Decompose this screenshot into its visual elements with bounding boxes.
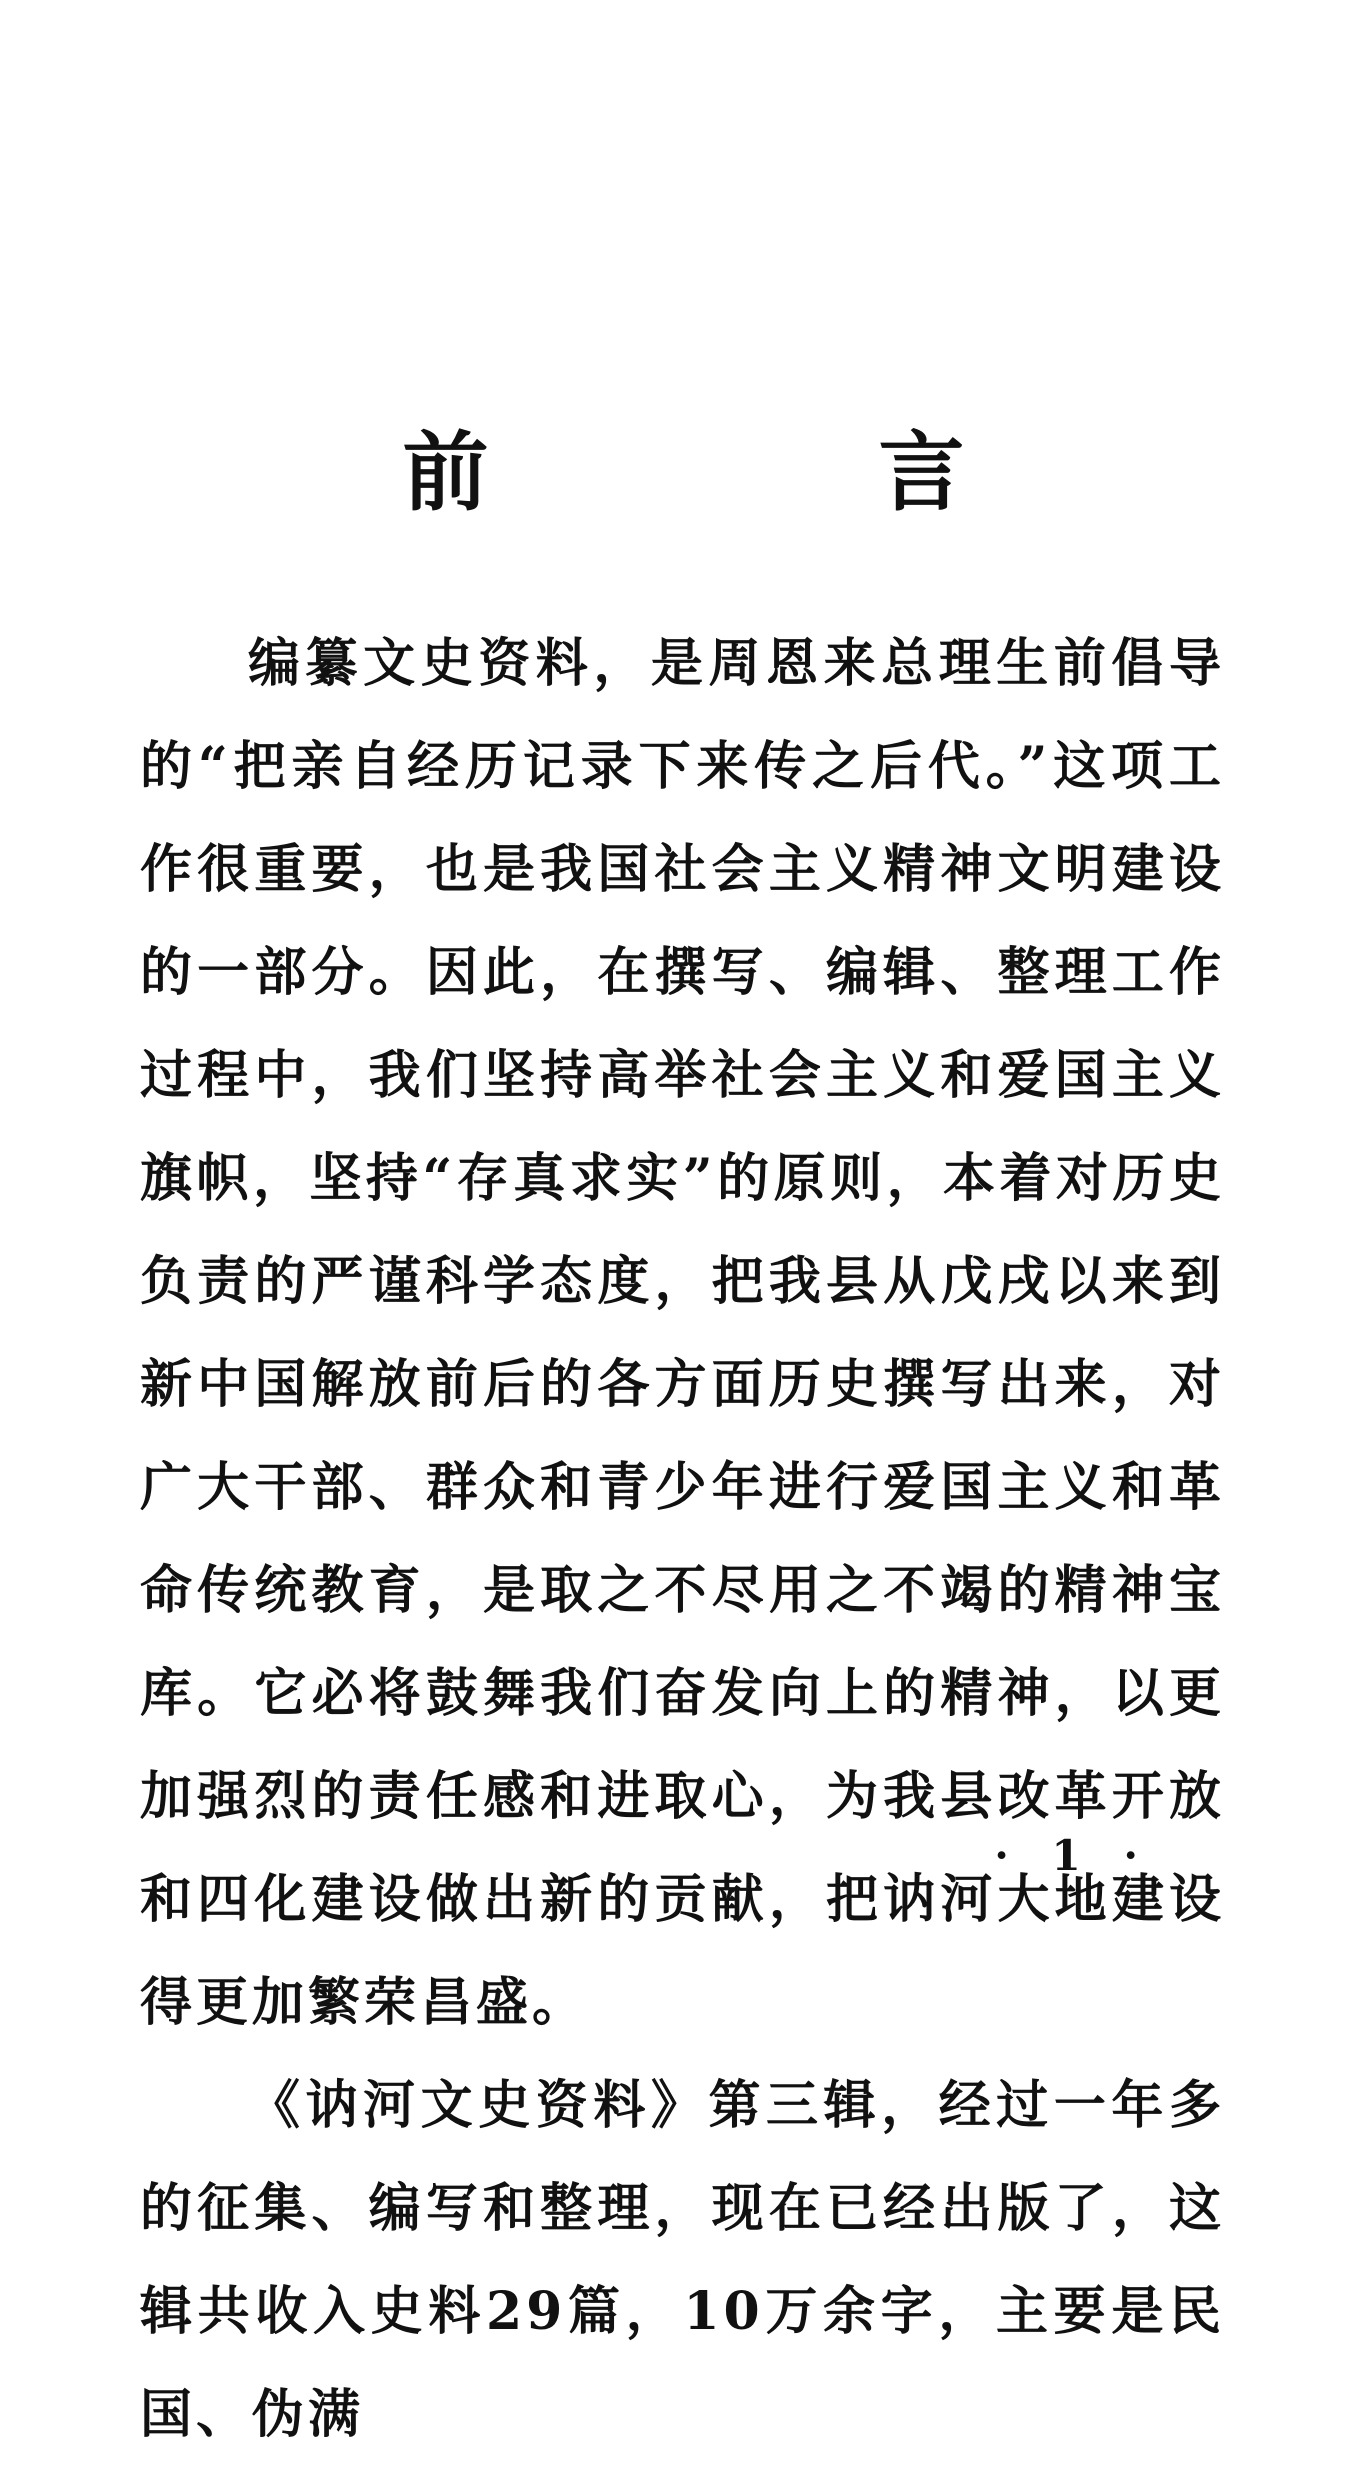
preface-body (140, 612, 1225, 2466)
paragraph-1: 编纂文史资料，是周恩来总理生前倡导的“把亲自经历记录下来传之后代。”这项工作很重要，也是我国社会主义精神文明建设的一部分。因此，在撰写、编辑、整理工作过程中，我们坚持高举社会主义和爱国主义旗帜，坚持“存真求实”的原则，本着对历史负责的严谨科学态度，把我县从戊戌以来到新中国解放前后的各方面历史撰写出来，对广大干部、群众和青少年进行爱国主义和革命传统教育，是取之不尽用之不竭的精神宝库。它必将鼓舞我们奋发向上的精神，以更加强烈的责任感和进取心，为我县改革开放和四化建设做出新的贡献，把讷河大地建设得更加繁荣昌盛。 (140, 633, 1225, 2033)
page-title: 前 言 (402, 422, 1145, 523)
paragraph-2: 《讷河文史资料》第三辑，经过一年多的征集、编写和整理，现在已经出版了，这辑共收入史料29篇，10万余字，主要是民国、伪满 (140, 2075, 1225, 2445)
page-number: · 1 · (994, 1831, 1152, 1880)
